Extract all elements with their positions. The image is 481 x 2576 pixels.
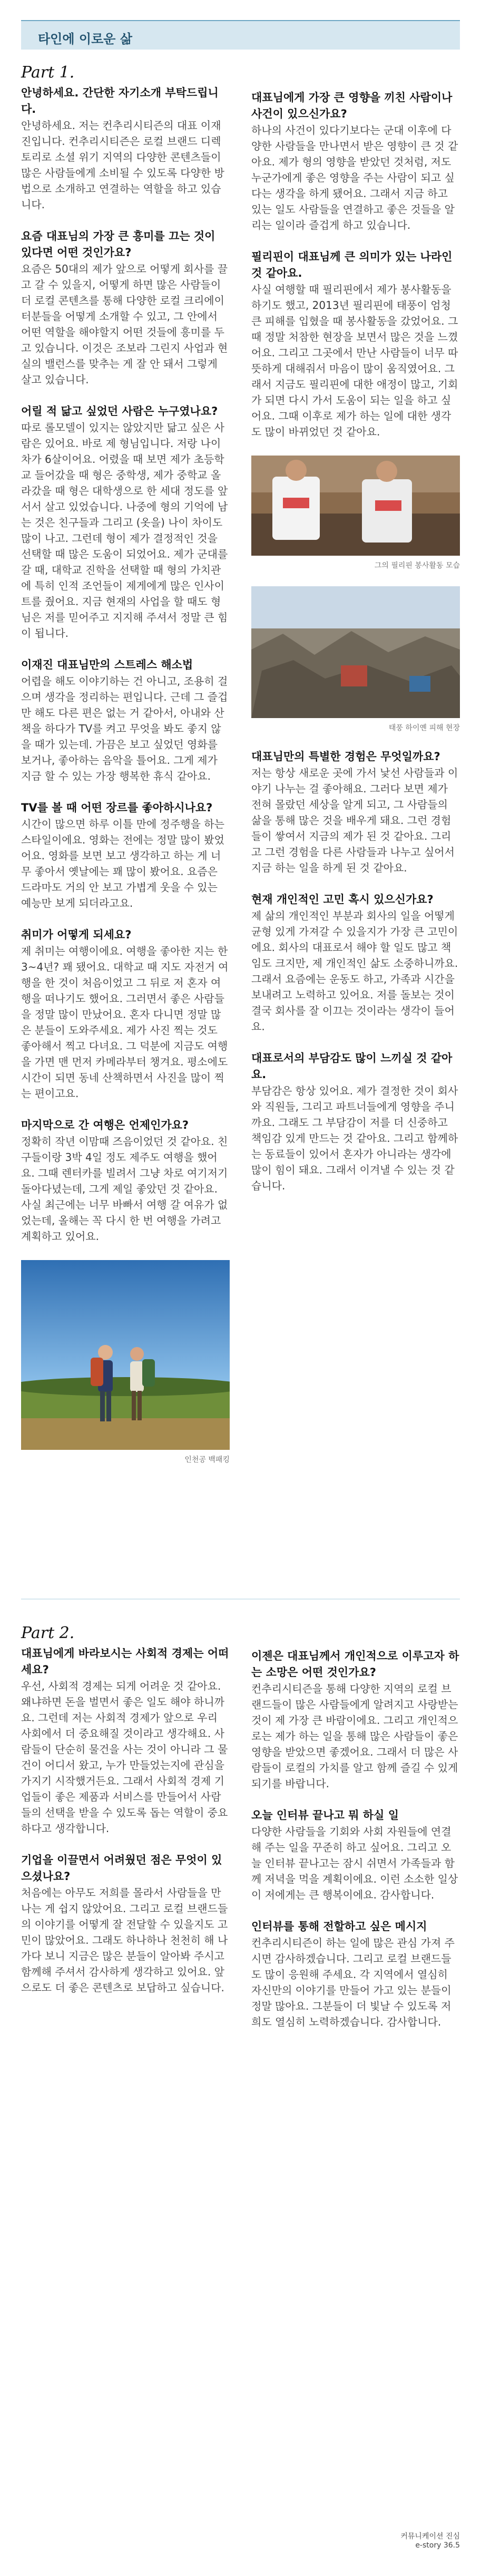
answer: 제 삶의 개인적인 부분과 회사의 일을 어떻게 균형 있게 가져갈 수 있을지가 가장 큰 고민이에요. 회사의 대표로서 해야 할 일도 많고 책임도 크지만, 제 개인적인 삶도 소중하니까요. 그래서 요즘에는 운동도 하고, 가족과 시간을 보내려고 노력하고 있어요. 저를 돌보는 것이 결국 회사를 잘 이끄는 것이라는 생각이 들어요.	[251, 909, 458, 1033]
question: 어릴 적 닮고 싶었던 사람은 누구였나요?	[21, 405, 218, 418]
question: 대표님만의 특별한 경험은 무엇일까요?	[251, 750, 440, 763]
qa-block	[21, 403, 230, 641]
section-title: 타인에 이로운 삶	[38, 32, 132, 46]
answer: 시간이 많으면 하루 이틀 만에 정주행을 하는 스타일이에요. 영화는 전에는 정말 많이 봤었어요. 영화를 보면 보고 생각하고 하는 게 너무 좋아서 옛날에는 꽤 많이 봤어요. 요즘은 드라마도 거의 안 보고 가볍게 웃을 수 있는 예능만 보게 되더라고요.	[21, 818, 224, 909]
question: 요즘 대표님의 가장 큰 흥미를 끄는 것이 있다면 어떤 것인가요?	[21, 230, 215, 259]
section-header	[21, 20, 460, 50]
answer: 어렵을 해도 이야기하는 건 아니고, 조용히 걸으며 생각을 정리하는 편입니다. 근데 그 즐겁 만 해도 다른 편은 없는 거 같아서, 아내와 산책을 하다가 TV를 켜고 무엇을 봐도 좋지 않을 때가 있는데. 가끔은 보고 싶었던 영화를 보거나, 좋아하는 음악을 틀어요. 그게 제가 지금 할 수 있는 가장 행복한 휴식 같아요.	[21, 675, 228, 782]
question: 이젠은 대표님께서 개인적으로 이루고자 하는 소망은 어떤 것인가요?	[251, 1650, 459, 1679]
qa-block	[251, 892, 460, 1034]
footer-line: 커뮤니케이션 진심	[400, 2532, 460, 2541]
qa-block	[251, 1807, 460, 1903]
part1-left-column	[21, 63, 230, 1480]
qa-block	[21, 85, 230, 212]
answer: 컨추리시티즌을 통해 다양한 지역의 로컬 브랜드들이 많은 사람들에게 알려지고 사랑받는 것이 제 가장 큰 바람이에요. 그리고 개인적으로는 제가 하는 일을 통해 많은 사람들이 좋은 영향을 받았으면 좋겠어요. 그래서 더 많은 사람들이 로컬의 가치를 알고 함께 즐길 수 있게 되기를 바랍니다.	[251, 1682, 458, 1790]
part2-right-column	[251, 1648, 460, 2046]
answer: 따로 롤모델이 있지는 않았지만 닮고 싶은 사람은 있어요. 바로 제 형님입니다. 저랑 나이차가 6살이어요. 어렸을 때 보면 제가 초등학교 들어갔을 때 형은 중학생, 제가 중학교 올라갔을 때 형은 대학생으로 한 세대 정도를 앞서서 살고 있었습니다. 나중에 형의 기억에 남는 것은 친구들과 그리고 (옷을) 나이 차이도 많이 나고. 그런데 형이 제가 결정적인 것을 선택할 때 많은 도움이 되었어요. 제가 군대를 갈 때, 대학교 진학을 선택할 때 형의 가치관에 특히 인적 조언들이 제게에게 많은 인사이트를 줬어요. 지금 현재의 사업을 할 때도 형님은 저를 믿어주고 지지해 주셔서 정말 큰 힘이 됩니다.	[21, 421, 228, 640]
answer: 컨추리시티즌이 하는 일에 많은 관심 가져 주시면 감사하겠습니다. 그리고 로컬 브랜드들도 많이 응원해 주세요. 각 지역에서 열심히 자신만의 이야기를 만들어 가고 있는 분들이 정말 많아요. 그분들이 더 빛날 수 있도록 저희도 열심히 노력하겠습니다. 감사합니다.	[251, 1936, 455, 2028]
question: 마지막으로 간 여행은 언제인가요?	[21, 1119, 189, 1131]
qa-block	[251, 249, 460, 440]
question: 취미가 어떻게 되세요?	[21, 928, 132, 941]
question: 안녕하세요. 간단한 자기소개 부탁드립니다.	[21, 86, 219, 115]
qa-block	[251, 749, 460, 876]
question: 인터뷰를 통해 전할하고 싶은 메시지	[251, 1920, 427, 1933]
part-divider	[21, 1599, 460, 1600]
photo-caption: 태풍 하이옌 피해 현장	[388, 724, 460, 732]
qa-block	[251, 1648, 460, 1791]
question: 기업을 이끌면서 어려웠던 점은 무엇이 있으셨나요?	[21, 1854, 222, 1883]
backpacking-photo	[21, 1260, 230, 1450]
part2-left-column	[21, 1624, 230, 2011]
answer: 우선, 사회적 경제는 되게 어려운 것 같아요. 왜냐하면 돈을 벌면서 좋은 일도 해야 하니까요. 그런데 저는 사회적 경제가 앞으로 우리 사회에서 더 중요해질 것이라고 생각해요. 사람들이 단순히 물건을 사는 것이 아니라 그 물건이 어디서 왔고, 누가 만들었는지에 관심을 가지기 시작했거든요. 그래서 사회적 경제 기업들이 좋은 제품과 서비스를 만들어서 사람들의 선택을 받을 수 있도록 돕는 역할이 중요하다고 생각합니다.	[21, 1680, 228, 1835]
volunteer-photo	[251, 456, 460, 556]
question: 대표님에게 가장 큰 영향을 끼친 사람이나 사건이 있으신가요?	[251, 91, 453, 120]
answer: 정확히 작년 이맘때 즈음이었던 것 같아요. 친구들이랑 3박 4일 정도 제주도 여행을 했어요. 그때 렌터카를 빌려서 그냥 차로 여기저기 돌아다녔는데, 그게 제일 좋았던 것 같아요. 사실 최근에는 너무 바빠서 여행 갈 여유가 없었는데, 올해는 꼭 다시 한 번 여행을 가려고 계획하고 있어요.	[21, 1135, 228, 1243]
question: 필리핀이 대표님께 큰 의미가 있는 나라인 것 같아요.	[251, 250, 453, 279]
answer: 다양한 사람들을 기회와 사회 자원들에 연결해 주는 일을 꾸준히 하고 싶어요. 그리고 오늘 인터뷰 끝나고는 잠시 쉬면서 가족들과 함께 저녁을 먹을 계획이에요. 이런 소소한 일상이 저에게는 큰 행복이에요. 감사합니다.	[251, 1825, 458, 1901]
qa-block	[251, 1050, 460, 1194]
question: 대표로서의 부담감도 많이 느끼실 것 같아요.	[251, 1052, 453, 1081]
qa-block	[251, 90, 460, 233]
part-label: Part 1.	[21, 63, 75, 82]
answer: 제 취미는 여행이에요. 여행을 좋아한 지는 한 3~4년? 꽤 됐어요. 대학교 때 지도 자전거 여행을 한 것이 처음이었고 그 뒤로 저 혼자 여행을 떠나기도 했어요. 그러면서 좋은 사람들을 정말 많이 만났어요. 혼자 다니면 정말 많은 분들이 도와주세요. 제가 사진 찍는 것도 좋아해서 찍고 다녀요. 그 덕분에 지금도 여행을 가면 맨 먼저 카메라부터 챙겨요. 평소에도 시간이 되면 동네 산책하면서 사진을 많이 찍는 편이고요.	[21, 945, 229, 1100]
qa-block	[21, 1645, 230, 1836]
answer: 저는 항상 새로운 곳에 가서 낯선 사람들과 이야기 나누는 걸 좋아해요. 그러다 보면 제가 전혀 몰랐던 세상을 알게 되고, 그 사람들의 삶을 통해 많은 것을 배우게 돼요. 그런 경험들이 쌓여서 지금의 제가 된 것 같아요. 그리고 그런 경험을 다른 사람들과 나누고 싶어서 지금 하는 일을 하게 된 것 같아요.	[251, 767, 458, 874]
question: 대표님에게 바라보시는 사회적 경제는 어떠세요?	[21, 1647, 229, 1676]
qa-block	[21, 1852, 230, 1996]
answer: 처음에는 아무도 저희를 몰라서 사람들을 만나는 게 쉽지 않았어요. 그리고 로컬 브랜드들의 이야기를 어떻게 잘 전달할 수 있을지도 고민이 많았어요. 그래도 하나하나 천천히 해 나가다 보니 지금은 많은 분들이 알아봐 주시고 함께해 주셔서 감사하게 생각하고 있어요. 앞으로도 더 좋은 콘텐츠로 보답하고 싶습니다.	[21, 1886, 228, 1994]
question: 오늘 인터뷰 끝나고 뭐 하실 일	[251, 1809, 399, 1822]
photo-caption: 그의 필리핀 봉사활동 모습	[374, 561, 460, 570]
answer: 안녕하세요. 저는 컨추리시티즌의 대표 이재진입니다. 컨추리시티즌은 로컬 브랜드 디렉토리로 소셜 위기 지역의 다양한 콘텐츠들이 많은 사람들에게 소비될 수 있도록 다양한 방법으로 소개하고 연결하는 역할을 하고 있습니다.	[21, 119, 224, 211]
part-label: Part 2.	[21, 1624, 75, 1642]
qa-block	[21, 927, 230, 1101]
photo-caption: 인천공 백패킹	[184, 1456, 230, 1464]
answer: 부담감은 항상 있어요. 제가 결정한 것이 회사와 직원들, 그리고 파트너들에게 영향을 주니까요. 그래도 그 부담감이 저를 더 신중하고 책임감 있게 만드는 것 같아요. 그리고 함께하는 동료들이 있어서 혼자가 아니라는 생각에 많이 힘이 돼요. 그래서 이겨낼 수 있는 것 같습니다.	[251, 1084, 458, 1192]
qa-block	[251, 1919, 460, 2030]
footer	[400, 2531, 460, 2550]
qa-block	[21, 800, 230, 911]
qa-block	[21, 1117, 230, 1244]
footer-line: e-story 36.5	[415, 2541, 460, 2550]
answer: 하나의 사건이 있다기보다는 군대 이후에 다양한 사람들을 만나면서 받은 영향이 큰 것 같아요. 제가 형의 영향을 받았던 것처럼, 저도 누군가에게 좋은 영향을 주는 사람이 되고 싶다는 생각을 하게 됐어요. 그래서 지금 하고 있는 일도 사람들을 연결하고 좋은 것들을 알리는 일이라 즐겁게 하고 있습니다.	[251, 124, 458, 231]
question: TV를 볼 때 어떤 장르를 좋아하시나요?	[21, 801, 213, 814]
answer: 사실 여행할 때 필리핀에서 제가 봉사활동을 하기도 했고, 2013년 필리핀에 태풍이 엄청 큰 피해를 입혔을 때 봉사활동을 갔었어요. 그때 정말 처참한 현장을 보면서 많은 것을 느꼈어요. 그리고 그곳에서 만난 사람들이 너무 따뜻하게 대해줘서 마음이 많이 움직였어요. 그래서 지금도 필리핀에 대한 애정이 많고, 기회가 되면 다시 가서 도움이 되는 일을 하고 싶어요. 그때 이후로 제가 하는 일에 대한 생각도 많이 바뀌었던 것 같아요.	[251, 283, 458, 438]
part1-right-column	[251, 90, 460, 1209]
answer: 요즘은 50대의 제가 앞으로 어떻게 회사를 끌고 갈 수 있을지, 어떻게 하면 많은 사람들이 더 로컬 콘텐츠를 통해 다양한 로컬 크리에이터분들을 어떻게 소개할 수 있고, 그 안에서 어떤 역할을 해야할지 어떤 것들에 흥미를 두고 있습니다. 이것은 조보라 그린지 사업과 현실의 밸런스를 맞추는 게 잘 안 돼서 그렇게 살고 있습니다.	[21, 263, 228, 386]
qa-block	[21, 657, 230, 784]
qa-block	[21, 228, 230, 388]
question: 현재 개인적인 고민 혹시 있으신가요?	[251, 893, 434, 906]
typhoon-damage-photo	[251, 586, 460, 718]
question: 이재진 대표님만의 스트레스 해소법	[21, 658, 193, 671]
